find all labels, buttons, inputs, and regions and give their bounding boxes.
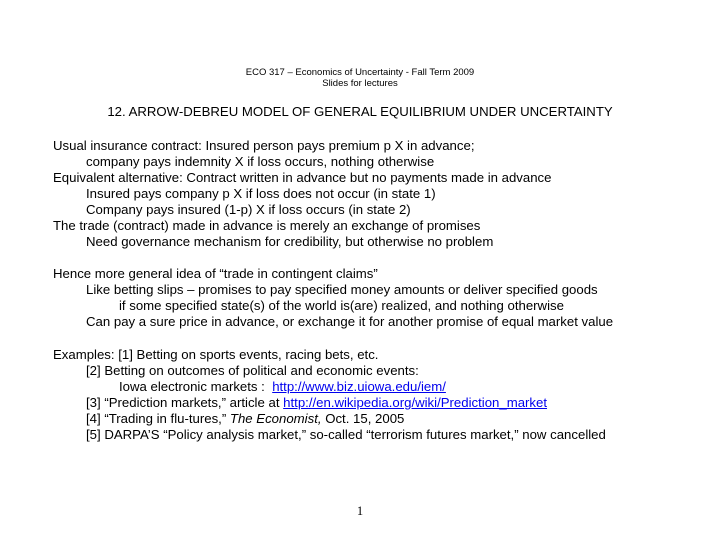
page-number: 1 [356, 504, 364, 518]
insurance-line-2: company pays indemnity X if loss occurs, nothing otherwise [86, 154, 435, 169]
insurance-line-3: Equivalent alternative: Contract written in advance but no payments made in advance [53, 170, 552, 185]
course-subtitle: Slides for lectures [322, 78, 398, 89]
example-4 [86, 411, 404, 427]
insurance-line-6: The trade (contract) made in advance is merely an exchange of promises [53, 218, 481, 233]
iem-label: Iowa electronic markets : [119, 379, 265, 394]
example-3 [86, 395, 547, 411]
example-1: Examples: [1] Betting on sports events, racing bets, etc. [53, 347, 379, 362]
course-header: ECO 317 – Economics of Uncertainty - Fall Term 2009 [245, 67, 475, 78]
lecture-title: 12. ARROW-DEBREU MODEL OF GENERAL EQUILIBRIUM UNDER UNCERTAINTY [107, 104, 613, 119]
prediction-markets-label: [3] “Prediction markets,” article at [86, 395, 280, 410]
insurance-line-1: Usual insurance contract: Insured person pays premium p X in advance; [53, 138, 475, 153]
example-2-sub [119, 379, 446, 395]
insurance-line-7: Need governance mechanism for credibility, but otherwise no problem [86, 234, 494, 249]
insurance-line-5: Company pays insured (1-p) X if loss occurs (in state 2) [86, 202, 411, 217]
insurance-line-4: Insured pays company p X if loss does not occur (in state 1) [86, 186, 436, 201]
flu-tures-label: [4] “Trading in flu-tures,” [86, 411, 227, 426]
example-2: [2] Betting on outcomes of political and economic events: [86, 363, 419, 378]
iem-link[interactable]: http://www.biz.uiowa.edu/iem/ [272, 379, 446, 394]
example-5: [5] DARPA’S “Policy analysis market,” so-called “terrorism futures market,” now cancelled [86, 427, 606, 442]
economist-title: The Economist, [229, 411, 322, 426]
wikipedia-link[interactable]: http://en.wikipedia.org/wiki/Prediction_market [283, 395, 548, 410]
contingent-line-3: if some specified state(s) of the world is(are) realized, and nothing otherwise [119, 298, 564, 313]
contingent-line-2: Like betting slips – promises to pay specified money amounts or deliver specified goods [86, 282, 598, 297]
flu-tures-date: Oct. 15, 2005 [325, 411, 405, 426]
contingent-line-1: Hence more general idea of “trade in contingent claims” [53, 266, 378, 281]
contingent-line-4: Can pay a sure price in advance, or exchange it for another promise of equal market value [86, 314, 614, 329]
